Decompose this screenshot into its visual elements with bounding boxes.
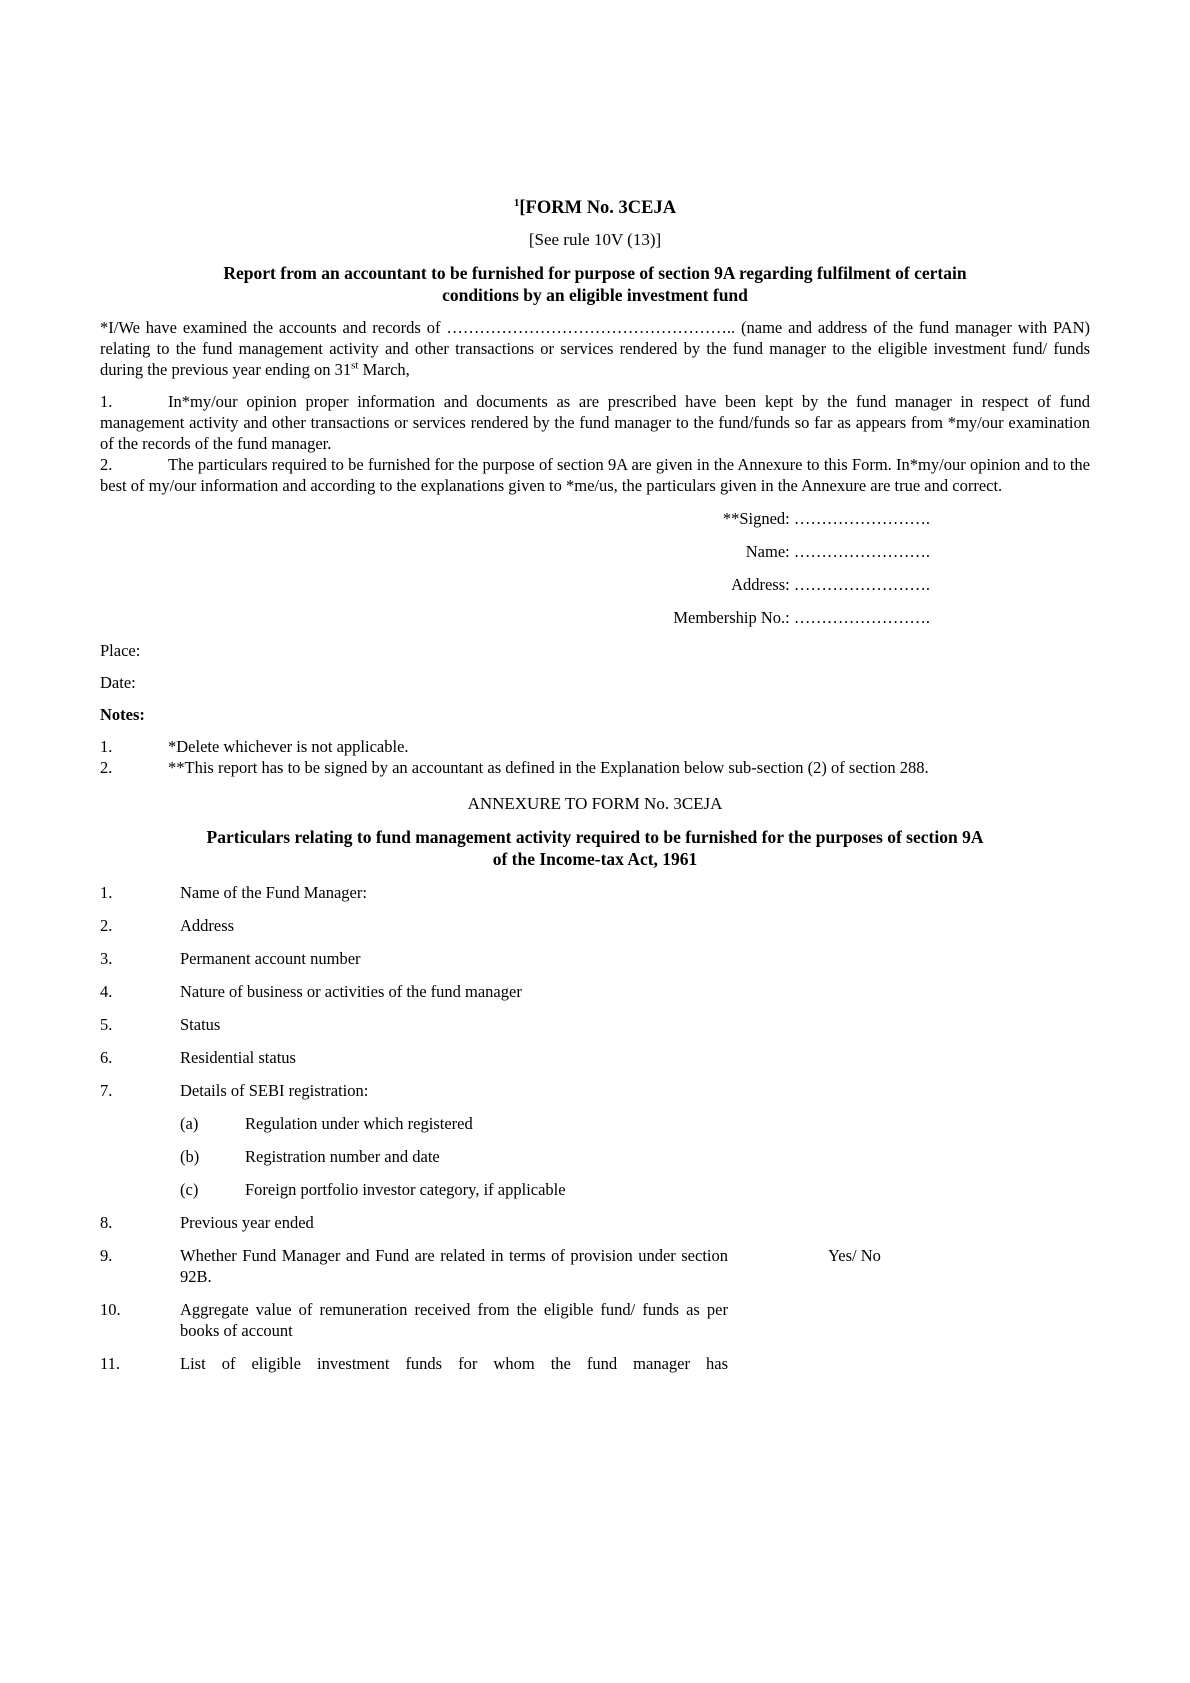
sub-item-letter: (b) xyxy=(180,1147,200,1166)
item-number: 8. xyxy=(100,1213,113,1232)
ordinal-suffix: st xyxy=(351,359,359,372)
report-heading-line-2: conditions by an eligible investment fund xyxy=(442,285,748,305)
notes-title: Notes: xyxy=(100,705,145,724)
sub-item-text: Foreign portfolio investor category, if applicable xyxy=(245,1180,566,1199)
rule-reference: [See rule 10V (13)] xyxy=(528,230,662,249)
item-number: 10. xyxy=(100,1300,121,1319)
intro-paragraph xyxy=(100,317,1090,380)
list-item-7 xyxy=(100,1080,1090,1101)
item-number: 5. xyxy=(100,1015,113,1034)
name-line: Name: ……………………. xyxy=(745,542,930,561)
signature-block xyxy=(100,508,1090,628)
list-item-9 xyxy=(100,1245,1090,1287)
form-number: [FORM No. 3CEJA xyxy=(519,198,677,218)
item-text: Whether Fund Manager and Fund are related in terms of provision under section 92B. xyxy=(180,1246,728,1286)
item-text: Residential status xyxy=(180,1048,296,1067)
sub-item-text: Regulation under which registered xyxy=(245,1114,473,1133)
note-1 xyxy=(100,736,1090,757)
intro-text-2: (name and address of the fund manager with PAN) relating to the fund management activity and other transactions or services rendered by the fund manager to the eligible investment fund/ funds during the previous year ending on 31 xyxy=(100,318,1090,379)
list-item-11 xyxy=(100,1353,1090,1374)
item-number: 6. xyxy=(100,1048,113,1067)
date-label: Date: xyxy=(100,673,136,692)
item-text: Previous year ended xyxy=(180,1213,314,1232)
item-number: 2. xyxy=(100,916,113,935)
item-number: 7. xyxy=(100,1081,113,1100)
annexure-heading-line-2: of the Income-tax Act, 1961 xyxy=(492,849,698,869)
list-item-8 xyxy=(100,1212,1090,1233)
sub-item-letter: (a) xyxy=(180,1114,199,1133)
note-2-number: 2. xyxy=(100,758,113,777)
sub-item-b xyxy=(100,1146,1090,1167)
note-2-text: **This report has to be signed by an accountant as defined in the Explanation below sub-section (2) of section 288. xyxy=(168,758,929,777)
item-text: Address xyxy=(180,916,235,935)
note-1-text: *Delete whichever is not applicable. xyxy=(168,737,409,756)
item-number: 11. xyxy=(100,1354,121,1373)
clause-2-number: 2. xyxy=(100,455,113,474)
yes-no-value: Yes/ No xyxy=(828,1246,881,1265)
list-item-3 xyxy=(100,948,1090,969)
report-heading-line-1: Report from an accountant to be furnished for purpose of section 9A regarding fulfilment of certain xyxy=(223,263,967,283)
item-number: 3. xyxy=(100,949,113,968)
item-number: 1. xyxy=(100,883,113,902)
membership-no-line: Membership No.: ……………………. xyxy=(673,608,930,627)
list-item-6 xyxy=(100,1047,1090,1068)
note-1-number: 1. xyxy=(100,737,113,756)
item-text: Status xyxy=(180,1015,221,1034)
list-item-1 xyxy=(100,882,1090,903)
intro-text-3: March, xyxy=(358,360,410,379)
list-item-10 xyxy=(100,1299,1090,1341)
list-item-4 xyxy=(100,981,1090,1002)
address-line: Address: ……………………. xyxy=(731,575,930,594)
clause-1-text: In*my/our opinion proper information and documents as are prescribed have been kept by the fund manager in respect of fund management activity and other transactions or services rendered by the fund manager to the fund/funds so far as appears from *my/our examination of the records of the fund manager. xyxy=(100,392,1090,453)
sub-item-letter: (c) xyxy=(180,1180,199,1199)
item-text: List of eligible investment funds for whom the fund manager has xyxy=(180,1354,728,1373)
sub-item-c xyxy=(100,1179,1090,1200)
note-2 xyxy=(100,757,1090,778)
item-text: Permanent account number xyxy=(180,949,361,968)
item-text: Name of the Fund Manager: xyxy=(180,883,367,902)
list-item-2 xyxy=(100,915,1090,936)
annexure-heading-line-1: Particulars relating to fund management activity required to be furnished for the purposes of section 9A xyxy=(206,827,984,847)
intro-text-1: *I/We have examined the accounts and records of xyxy=(100,318,447,337)
place-label: Place: xyxy=(100,641,141,660)
list-item-5 xyxy=(100,1014,1090,1035)
clause-2 xyxy=(100,454,1090,496)
item-text: Aggregate value of remuneration received from the eligible fund/ funds as per books of account xyxy=(180,1300,728,1340)
annexure-heading xyxy=(100,826,1090,870)
item-text: Nature of business or activities of the fund manager xyxy=(180,982,522,1001)
clause-2-text: The particulars required to be furnished for the purpose of section 9A are given in the Annexure to this Form. In*my/our opinion and to the best of my/our information and according to the explanations given to *me/us, the particulars given in the Annexure are true and correct. xyxy=(100,455,1090,495)
clause-1-number: 1. xyxy=(100,392,113,411)
signed-line: **Signed: ……………………. xyxy=(722,509,930,528)
fill-in-dots: …………………………………………….. xyxy=(446,318,736,337)
footnote-mark: 1 xyxy=(513,196,520,209)
item-text: Details of SEBI registration: xyxy=(180,1081,369,1100)
item-number: 4. xyxy=(100,982,113,1001)
sub-item-text: Registration number and date xyxy=(245,1147,440,1166)
clause-1 xyxy=(100,391,1090,454)
annexure-title: ANNEXURE TO FORM No. 3CEJA xyxy=(467,794,723,813)
item-number: 9. xyxy=(100,1246,113,1265)
sub-item-a xyxy=(100,1113,1090,1134)
form-title xyxy=(100,198,1090,219)
report-heading xyxy=(100,262,1090,306)
